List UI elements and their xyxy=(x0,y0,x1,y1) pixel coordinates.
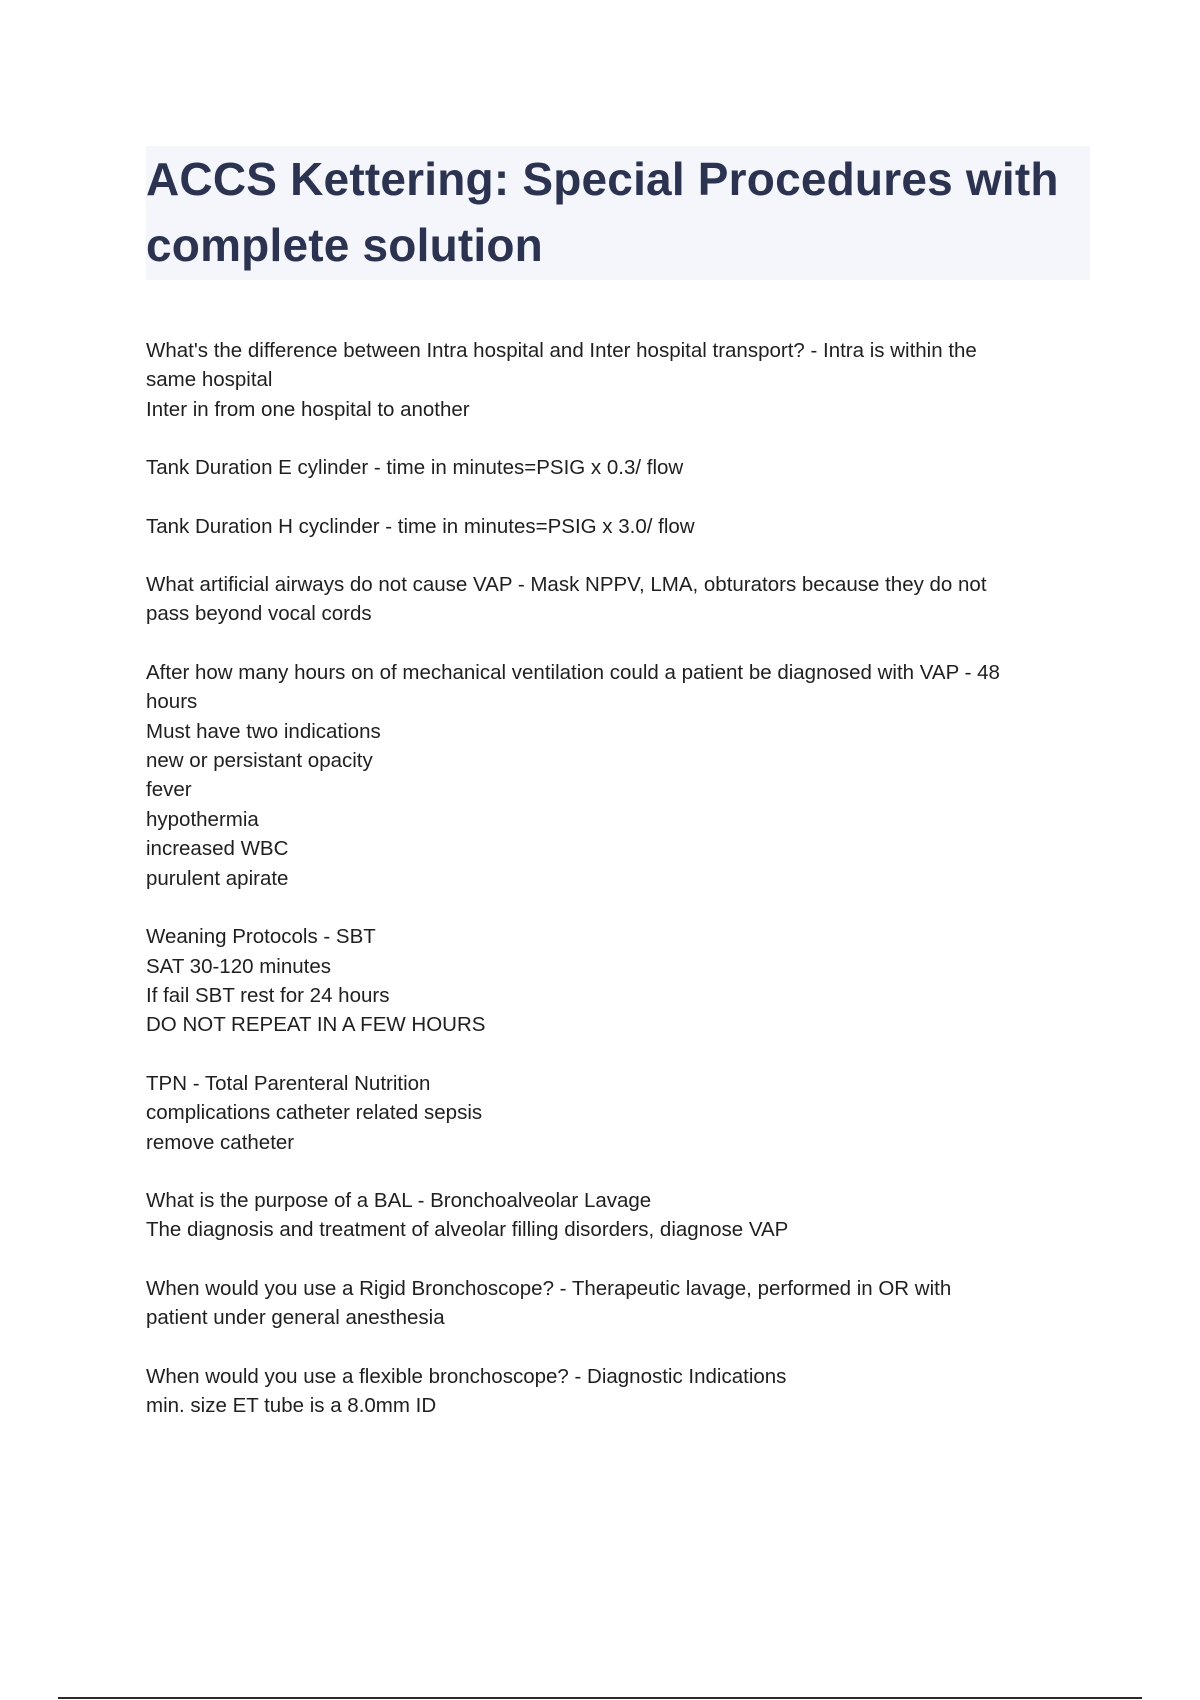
qa-answer-line: new or persistant opacity xyxy=(146,749,373,773)
qa-entry xyxy=(146,336,1086,424)
qa-answer-line: Must have two indications xyxy=(146,719,381,743)
qa-entry xyxy=(146,658,1086,893)
qa-question-line: What artificial airways do not cause VAP - Mask NPPV, LMA, obturators because they do not xyxy=(146,573,987,597)
title-banner xyxy=(146,146,1090,280)
qa-question-line: Tank Duration E cylinder - time in minutes=PSIG x 0.3/ flow xyxy=(146,456,684,480)
qa-question-line: After how many hours on of mechanical ventilation could a patient be diagnosed with VAP - 48 xyxy=(146,660,1000,684)
qa-answer-line: SAT 30-120 minutes xyxy=(146,954,331,978)
qa-question-line: When would you use a Rigid Bronchoscope? - Therapeutic lavage, performed in OR with xyxy=(146,1276,952,1300)
document-body xyxy=(146,336,1086,1449)
qa-answer-line: patient under general anesthesia xyxy=(146,1306,445,1330)
qa-entry xyxy=(146,1069,1086,1157)
qa-entry xyxy=(146,1186,1086,1245)
qa-entry xyxy=(146,512,1086,541)
qa-answer-line: hours xyxy=(146,690,198,714)
footer-divider xyxy=(58,1697,1142,1699)
qa-answer-line: min. size ET tube is a 8.0mm ID xyxy=(146,1393,437,1417)
qa-answer-line: fever xyxy=(146,778,192,802)
qa-answer-line: complications catheter related sepsis xyxy=(146,1101,483,1125)
qa-answer-line: DO NOT REPEAT IN A FEW HOURS xyxy=(146,1013,486,1037)
qa-entry xyxy=(146,922,1086,1040)
qa-entry xyxy=(146,570,1086,629)
qa-question-line: Weaning Protocols - SBT xyxy=(146,925,376,949)
qa-answer-line: hypothermia xyxy=(146,807,259,831)
qa-answer-line: increased WBC xyxy=(146,837,289,861)
qa-question-line: TPN - Total Parenteral Nutrition xyxy=(146,1071,431,1095)
qa-answer-line: pass beyond vocal cords xyxy=(146,602,372,626)
qa-question-line: What is the purpose of a BAL - Bronchoalveolar Lavage xyxy=(146,1188,652,1212)
qa-answer-line: remove catheter xyxy=(146,1130,295,1154)
qa-answer-line: If fail SBT rest for 24 hours xyxy=(146,983,390,1007)
qa-answer-line: same hospital xyxy=(146,368,273,392)
qa-answer-line: purulent apirate xyxy=(146,866,289,890)
qa-question-line: When would you use a flexible bronchoscope? - Diagnostic Indications xyxy=(146,1364,787,1388)
qa-question-line: What's the difference between Intra hospital and Inter hospital transport? - Intra is within the xyxy=(146,339,977,362)
qa-question-line: Tank Duration H cyclinder - time in minutes=PSIG x 3.0/ flow xyxy=(146,514,695,538)
qa-entry xyxy=(146,453,1086,482)
qa-entry xyxy=(146,1274,1086,1333)
qa-answer-line: The diagnosis and treatment of alveolar filling disorders, diagnose VAP xyxy=(146,1218,789,1242)
qa-answer-line: Inter in from one hospital to another xyxy=(146,397,470,421)
page-title: ACCS Kettering: Special Procedures with complete solution xyxy=(146,153,1059,271)
qa-entry xyxy=(146,1362,1086,1421)
